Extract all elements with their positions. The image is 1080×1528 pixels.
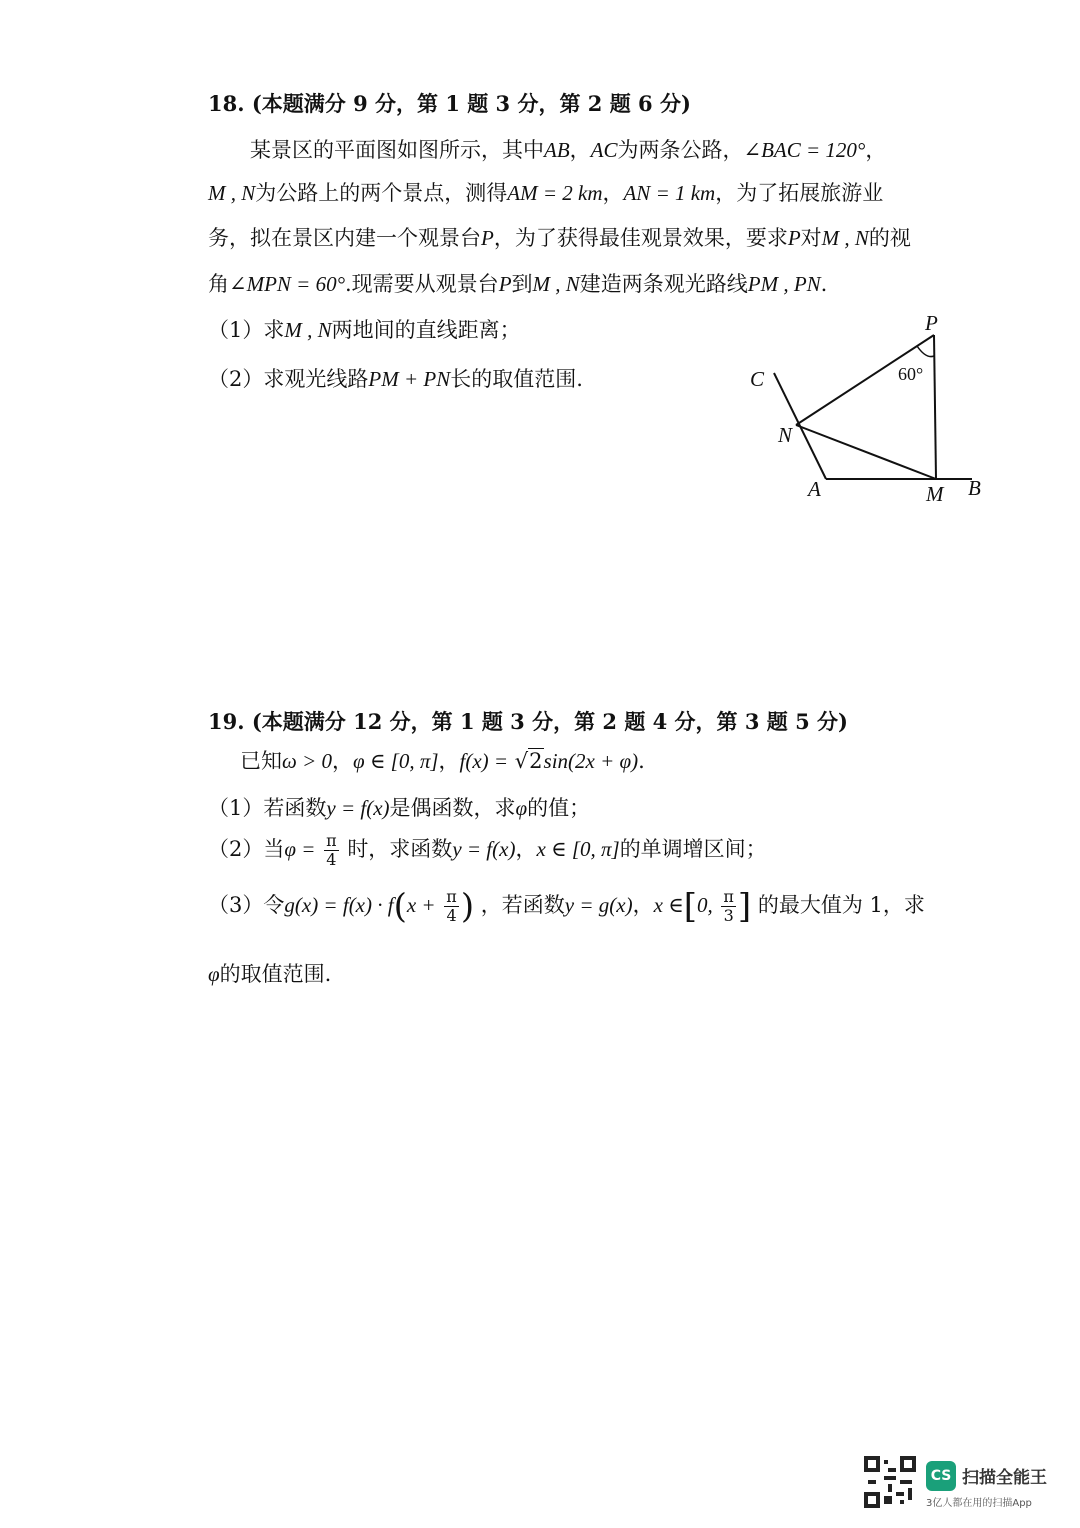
- q19-given: 已知ω > 0，φ ∈ [0, π]，f(x) = √2sin(2x + φ).: [240, 749, 645, 773]
- fraction-pi-over-4: $\frac{\pi}{4}$: [326, 831, 337, 869]
- q18-sub2: （2）求观光线路PM + PN长的取值范围.: [208, 367, 583, 391]
- angle-arc: [917, 346, 934, 357]
- label-c: C: [750, 367, 765, 391]
- q18-line3: 务，拟在景区内建一个观景台P，为了获得最佳观景效果，要求P对M , N的视: [208, 226, 911, 250]
- q18-line2: M , N为公路上的两个景点，测得AM = 2 km，AN = 1 km，为了拓展旅游业: [208, 181, 884, 205]
- segment-pm: [934, 335, 936, 479]
- label-p: P: [925, 311, 938, 335]
- watermark-tagline: 3亿人都在用的扫描App: [926, 1498, 1032, 1509]
- qr-code-graphic: [864, 1456, 916, 1508]
- qr-code: [864, 1456, 916, 1508]
- q19-sub2: （2）当φ = $\frac{\pi}{4}$ 时，求函数y = f(x)，x ∈ [0, π]的单调增区间；: [208, 831, 767, 869]
- q18-figure: [740, 305, 1000, 515]
- angle-label: 60°: [898, 364, 924, 384]
- q18-line1: 某景区的平面图如图所示，其中AB，AC为两条公路，∠BAC = 120°，: [250, 138, 887, 162]
- camscanner-logo: CS: [926, 1461, 956, 1491]
- watermark-brand: 扫描全能王: [962, 1468, 1047, 1488]
- label-m: M: [926, 482, 944, 506]
- fraction-pi-over-3: $\frac{\pi}{3}$: [723, 887, 734, 925]
- fraction-pi-over-4-b: $\frac{\pi}{4}$: [446, 887, 457, 925]
- q18-title: 18. (本题满分 9 分，第 1 题 3 分，第 2 题 6 分): [208, 91, 691, 116]
- label-a: A: [808, 477, 821, 501]
- sqrt-two: √2: [514, 749, 543, 773]
- q18-sub1: （1）求M , N两地间的直线距离；: [208, 318, 521, 342]
- q18-line4: 角∠MPN = 60°.现需要从观景台P到M , N建造两条观光路线PM , PN.: [208, 272, 828, 296]
- q19-title: 19. (本题满分 12 分，第 1 题 3 分，第 2 题 4 分，第 3 题 5 分): [208, 709, 848, 734]
- q19-sub3: （3）令g(x) = f(x) · f(x + $\frac{\pi}{4}$ ) ，若函数y = g(x)，x ∈[0, $\frac{\pi}{3}$ ] 的最大值为 1，求: [208, 886, 925, 927]
- label-n: N: [778, 423, 793, 447]
- q19-sub1: （1）若函数y = f(x)是偶函数，求φ的值；: [208, 796, 591, 820]
- segment-nm: [796, 425, 936, 479]
- q19-sub3-cont: φ的取值范围.: [208, 962, 332, 986]
- label-b: B: [968, 476, 981, 500]
